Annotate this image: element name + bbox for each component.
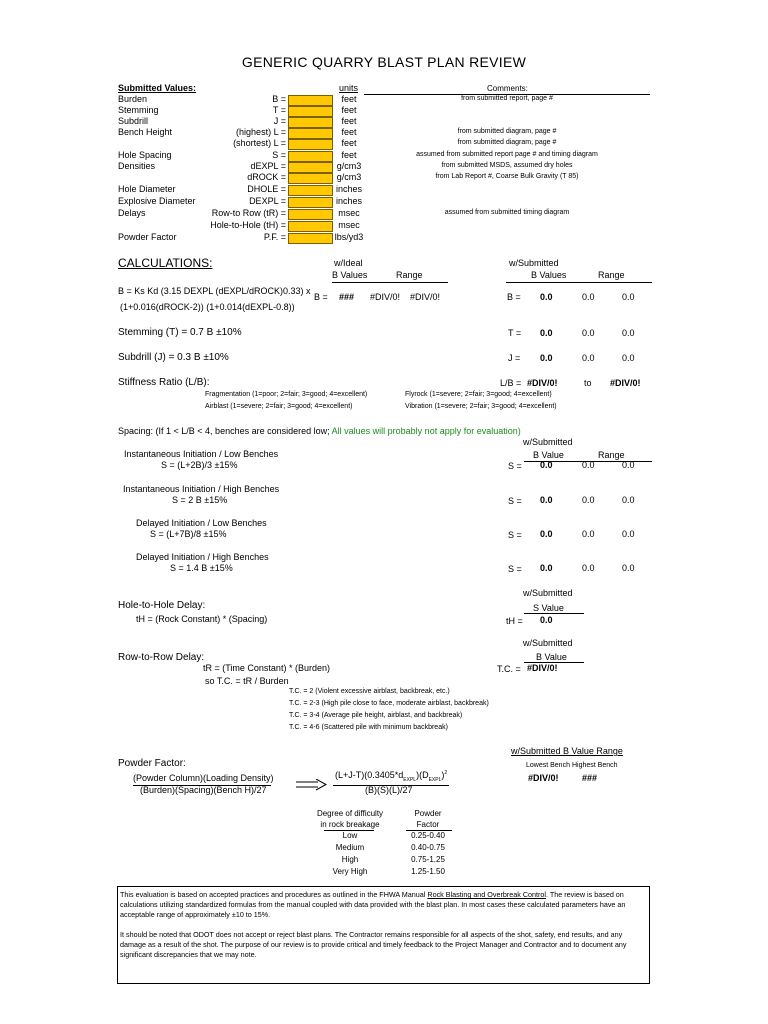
submitted-header-1: w/Submitted — [509, 258, 559, 268]
submitted-row-symbol: DEXPL = — [249, 196, 286, 206]
submitted-row-unit: msec — [338, 220, 360, 230]
spacing-header-2: B Value — [533, 450, 564, 460]
spacing-case-name: Instantaneous Initiation / Low Benches — [124, 449, 279, 459]
burden-ideal-symbol: B = — [314, 292, 328, 302]
burden-sub-range-high: 0.0 — [622, 292, 635, 302]
submitted-value-input[interactable] — [288, 162, 333, 173]
disclaimer-paragraph-1 — [120, 890, 647, 920]
ideal-range-header: Range — [396, 270, 423, 280]
hole-delay-symbol: tH = — [506, 616, 523, 626]
page-title: GENERIC QUARRY BLAST PLAN REVIEW — [241, 54, 527, 70]
time-constant-note: T.C. = 2 (Violent excessive airblast, backbreak, etc.) — [289, 688, 450, 695]
pf-header-1: Powder — [414, 809, 442, 818]
ideal-header-2: B Values — [332, 270, 368, 280]
submitted-value-input[interactable] — [288, 173, 333, 184]
burden-formula-line2: (1+0.016(dROCK-2)) (1+0.014(dEXPL-0.8)) — [120, 302, 295, 312]
fhwa-manual-title: Rock Blasting and Overbreak Control — [427, 890, 547, 899]
powder-numerator-2: $(L+J-T)(0.3405*d_{EXPL})(D_{EXPL})^2$ — [335, 770, 448, 783]
powder-factor-cell: 1.25-1.50 — [411, 867, 445, 876]
highest-bench-value: ### — [582, 773, 598, 783]
submitted-value-input[interactable] — [288, 117, 333, 128]
hole-delay-header-rule — [524, 613, 584, 614]
stemming-formula: Stemming (T) = 0.7 B ±10% — [118, 327, 242, 338]
subdrill-range-low: 0.0 — [582, 353, 595, 363]
stiffness-symbol: L/B = — [500, 378, 522, 388]
ideal-header-rule — [332, 282, 448, 283]
spacing-range-high: 0.0 — [622, 529, 635, 539]
spacing-header-1: w/Submitted — [523, 437, 573, 447]
submitted-row-label: Subdrill — [118, 116, 149, 126]
powder-factor-label: Powder Factor: — [118, 758, 186, 769]
powder-numerator: (Powder Column)(Loading Density) — [133, 773, 274, 783]
difficulty-cell: Medium — [335, 843, 365, 852]
hole-delay-formula: tH = (Rock Constant) * (Spacing) — [136, 614, 268, 624]
equals-arrow-icon — [296, 779, 328, 791]
submitted-row-unit: lbs/yd3 — [334, 232, 364, 242]
calculations-heading: CALCULATIONS: — [118, 256, 213, 270]
spacing-intro-green: All values will probably not apply for evaluation) — [329, 426, 521, 436]
submitted-row-symbol: Row-to Row (tR) = — [211, 208, 286, 218]
powder-range-header: w/Submitted B Value Range — [511, 746, 623, 756]
submitted-row-comment: from submitted report, page # — [461, 95, 553, 102]
submitted-value-input[interactable] — [288, 106, 333, 117]
vibration-note: Vibration (1=severe; 2=fair; 3=good; 4=excellent) — [405, 403, 557, 410]
row-delay-header-2: B Value — [536, 652, 567, 662]
subdrill-symbol: J = — [508, 353, 521, 363]
submitted-row-symbol: P.F. = — [263, 232, 286, 242]
submitted-row-comment: assumed from submitted timing diagram — [444, 209, 570, 216]
submitted-row-unit: msec — [338, 208, 360, 218]
submitted-row-comment: from submitted diagram, page # — [457, 139, 557, 146]
submitted-row-symbol: dEXPL = — [250, 161, 286, 171]
stiffness-label: Stiffness Ratio (L/B): — [118, 377, 210, 388]
stemming-symbol: T = — [508, 328, 522, 338]
submitted-row-comment: from Lab Report #, Coarse Bulk Gravity (T 85) — [435, 173, 579, 180]
powder-denominator-2: (B)(S)(L)/27 — [365, 785, 413, 795]
submitted-row-unit: feet — [341, 138, 357, 148]
time-constant-note: T.C. = 3-4 (Average pile height, airblast, and backbreak) — [289, 712, 463, 719]
submitted-range-header: Range — [598, 270, 625, 280]
burden-ideal-range-high: #DIV/0! — [410, 292, 441, 302]
submitted-value-input[interactable] — [288, 128, 333, 139]
submitted-value-input[interactable] — [288, 95, 333, 106]
comments-heading: Comments: — [487, 84, 528, 93]
stiffness-value-high: #DIV/0! — [610, 378, 641, 388]
difficulty-header-1: Degree of difficulty — [316, 809, 384, 818]
pf-header-2: Factor — [416, 820, 440, 829]
submitted-value-input[interactable] — [288, 221, 333, 232]
spacing-range-high: 0.0 — [622, 495, 635, 505]
difficulty-header-2: in rock breakage — [320, 820, 380, 829]
submitted-row-unit: feet — [341, 94, 357, 104]
fragmentation-note: Fragmentation (1=poor; 2=fair; 3=good; 4=excellent) — [205, 391, 368, 398]
submitted-row-symbol: J = — [273, 116, 286, 126]
hole-delay-value: 0.0 — [540, 615, 553, 625]
powder-factor-cell: 0.25-0.40 — [411, 831, 445, 840]
submitted-row-unit: feet — [341, 105, 357, 115]
submitted-value-input[interactable] — [288, 185, 333, 196]
lowest-bench-header: Lowest Bench — [526, 762, 570, 769]
spacing-value: 0.0 — [540, 563, 553, 573]
powder-denominator: (Burden)(Spacing)(Bench H)/27 — [140, 785, 267, 795]
disclaimer-p1-end: . The review is based on calculations utilizing standardized formulas from the manual coupled with data provided with the blast plan. In most cases these calculated parameters have an acceptable range of approximately ±10 to 15%. — [120, 890, 626, 919]
spacing-value: 0.0 — [540, 460, 553, 470]
submitted-heading: Submitted Values: — [118, 83, 197, 93]
spacing-case-name: Instantaneous Initiation / High Benches — [123, 484, 280, 494]
submitted-row-label: Delays — [118, 208, 146, 218]
row-delay-header-1: w/Submitted — [523, 638, 573, 648]
stemming-value: 0.0 — [540, 328, 553, 338]
submitted-row-unit: g/cm3 — [336, 161, 362, 171]
spacing-symbol: S = — [508, 564, 522, 574]
hole-delay-label: Hole-to-Hole Delay: — [118, 600, 206, 611]
submitted-row-comment: from submitted MSDS, assumed dry holes — [441, 162, 573, 169]
submitted-row-label: Bench Height — [118, 127, 173, 137]
powder-factor-cell: 0.40-0.75 — [411, 843, 445, 852]
submitted-row-label: Burden — [118, 94, 148, 104]
burden-ideal-range-low: #DIV/0! — [370, 292, 401, 302]
ideal-header-1: w/Ideal — [334, 258, 363, 268]
flyrock-note: Flyrock (1=severe; 2=fair; 3=good; 4=excellent) — [405, 391, 552, 398]
subdrill-formula: Subdrill (J) = 0.3 B ±10% — [118, 352, 229, 363]
stemming-range-high: 0.0 — [622, 328, 635, 338]
burden-formula-line1: B = Ks Kd (3.15 DEXPL (dEXPL/dROCK)0.33) x — [118, 286, 311, 296]
burden-sub-range-low: 0.0 — [582, 292, 595, 302]
spacing-value: 0.0 — [540, 495, 553, 505]
submitted-value-input[interactable] — [288, 139, 333, 150]
row-delay-value: #DIV/0! — [527, 663, 558, 673]
submitted-header-rule — [506, 282, 652, 283]
submitted-value-input[interactable] — [288, 151, 333, 162]
burden-sub-symbol: B = — [507, 292, 521, 302]
spacing-case-formula: S = (L+7B)/8 ±15% — [150, 529, 227, 539]
spacing-case-formula: S = 1.4 B ±15% — [170, 563, 233, 573]
disclaimer-box — [117, 886, 650, 984]
spacing-range-low: 0.0 — [582, 563, 595, 573]
submitted-row-label: Densities — [118, 161, 156, 171]
spacing-range-high: 0.0 — [622, 460, 635, 470]
submitted-row-label: Explosive Diameter — [118, 196, 196, 206]
disclaimer-paragraph-2: It should be noted that ODOT does not accept or reject blast plans. The Contractor remains responsible for all aspects of the shot, safety, end results, and any damage as a result of the shot. The purpose of our review is to provide critical and timely feedback to the Project Manager and Contractor and to document any significant discrepancies that we may note. — [120, 930, 627, 959]
spacing-symbol: S = — [508, 461, 522, 471]
highest-bench-header: Highest Bench — [572, 762, 618, 769]
spacing-case-name: Delayed Initiation / High Benches — [136, 552, 269, 562]
submitted-row-label: Powder Factor — [118, 232, 177, 242]
submitted-row-symbol: dROCK = — [247, 172, 286, 182]
submitted-row-unit: inches — [335, 184, 362, 194]
submitted-row-symbol: (shortest) L = — [233, 138, 286, 148]
submitted-row-symbol: B = — [272, 94, 286, 104]
spacing-case-formula: S = 2 B ±15% — [172, 495, 228, 505]
submitted-row-label: Hole Diameter — [118, 184, 176, 194]
submitted-row-symbol: Hole-to-Hole (tH) = — [210, 220, 286, 230]
time-constant-note: T.C. = 2-3 (High pile close to face, moderate airblast, backbreak) — [289, 700, 489, 707]
hole-delay-header-2: S Value — [533, 603, 564, 613]
hole-delay-header-1: w/Submitted — [523, 588, 573, 598]
disclaimer-p1-start: This evaluation is based on accepted practices and procedures as outlined in the FHWA Manual — [120, 890, 428, 899]
difficulty-cell: High — [341, 855, 359, 864]
spacing-symbol: S = — [508, 530, 522, 540]
spacing-intro-text: Spacing: (If 1 < L/B < 4, benches are considered low; — [118, 426, 330, 436]
row-delay-formula-1: tR = (Time Constant) * (Burden) — [203, 663, 330, 673]
stiffness-to: to — [584, 378, 592, 388]
spacing-value: 0.0 — [540, 529, 553, 539]
submitted-value-input[interactable] — [288, 233, 333, 244]
submitted-row-symbol: S = — [272, 150, 286, 160]
submitted-header-2: B Values — [531, 270, 567, 280]
submitted-row-label: Hole Spacing — [118, 150, 172, 160]
submitted-value-input[interactable] — [288, 209, 333, 220]
submitted-row-unit: feet — [341, 127, 357, 137]
spacing-range-header: Range — [598, 450, 625, 460]
lowest-bench-value: #DIV/0! — [528, 773, 559, 783]
submitted-row-comment: assumed from submitted report page # and timing diagram — [416, 151, 598, 158]
submitted-row-label: Stemming — [118, 105, 159, 115]
submitted-value-input[interactable] — [288, 197, 333, 208]
row-delay-label: Row-to-Row Delay: — [118, 652, 205, 663]
submitted-row-unit: inches — [335, 196, 362, 206]
submitted-row-unit: g/cm3 — [336, 172, 362, 182]
spacing-symbol: S = — [508, 496, 522, 506]
spacing-range-low: 0.0 — [582, 495, 595, 505]
submitted-row-comment: from submitted diagram, page # — [457, 128, 557, 135]
time-constant-note: T.C. = 4-6 (Scattered pile with minimum backbreak) — [289, 724, 448, 731]
spacing-range-high: 0.0 — [622, 563, 635, 573]
row-delay-symbol: T.C. = — [497, 664, 521, 674]
units-heading: units — [339, 83, 359, 93]
burden-sub-value: 0.0 — [540, 292, 553, 302]
submitted-row-unit: feet — [341, 116, 357, 126]
difficulty-cell: Low — [342, 831, 358, 840]
subdrill-range-high: 0.0 — [622, 353, 635, 363]
burden-ideal-value: ### — [339, 292, 355, 302]
difficulty-cell: Very High — [332, 867, 368, 876]
row-delay-formula-2: so T.C. = tR / Burden — [205, 676, 289, 686]
spacing-range-low: 0.0 — [582, 460, 595, 470]
submitted-row-symbol: T = — [272, 105, 286, 115]
airblast-note: Airblast (1=severe; 2=fair; 3=good; 4=excellent) — [205, 403, 353, 410]
spacing-case-name: Delayed Initiation / Low Benches — [136, 518, 267, 528]
powder-factor-cell: 0.75-1.25 — [411, 855, 445, 864]
spacing-case-formula: S = (L+2B)/3 ±15% — [161, 460, 238, 470]
submitted-row-unit: feet — [341, 150, 357, 160]
subdrill-value: 0.0 — [540, 353, 553, 363]
spacing-range-low: 0.0 — [582, 529, 595, 539]
stemming-range-low: 0.0 — [582, 328, 595, 338]
spacing-intro — [118, 426, 521, 436]
stiffness-value-low: #DIV/0! — [527, 378, 558, 388]
submitted-row-symbol: DHOLE = — [247, 184, 286, 194]
submitted-row-symbol: (highest) L = — [236, 127, 286, 137]
